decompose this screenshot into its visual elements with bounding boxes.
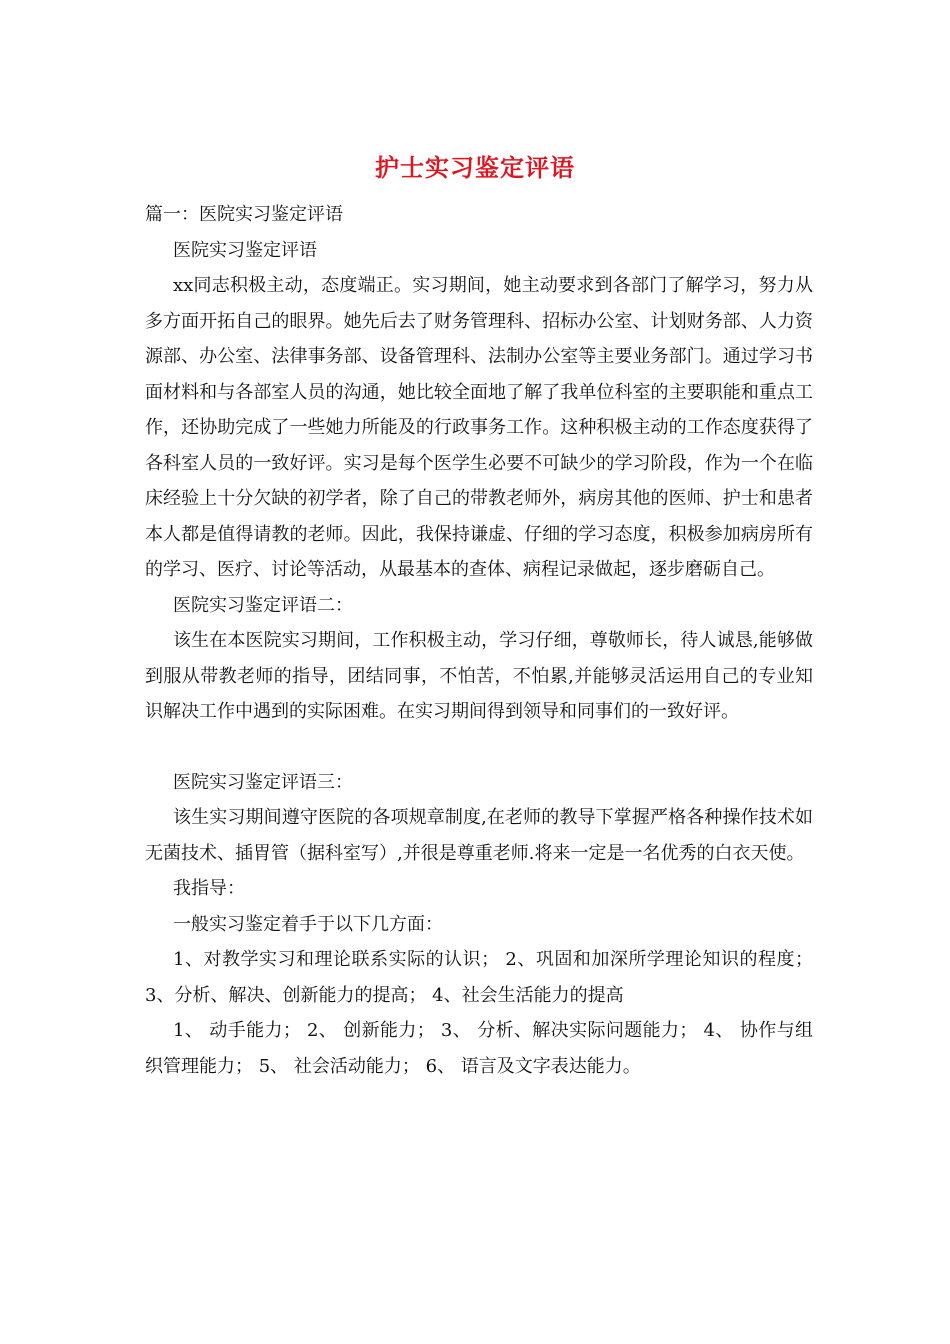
subheading: 医院实习鉴定评语三： <box>173 771 353 793</box>
subheading: 医院实习鉴定评语二： <box>173 594 353 616</box>
paragraph: xx同志积极主动，态度端正。实习期间，她主动要求到各部门了解学习，努力从多方面开拓自己的眼界。她先后去了财务管理科、招标办公室、计划财务部、人力资源部、办公室、法律事务部、设备管理科、法制办公室等主要业务部门。通过学习书面材料和与各部室人员的沟通，她比较全面地了解了我单位科室的主要职能和重点工作，还协助完成了一些她力所能及的行政事务工作。这种积极主动的工作态度获得了各科室人员的一致好评。实习是每个医学生必要不可缺少的学习阶段，作为一个在临床经验上十分欠缺的初学者，除了自己的带教老师外，病房其他的医师、护士和患者本人都是值得请教的老师。因此，我保持谦虚、仔细的学习态度，积极参加病房所有的学习、医疗、讨论等活动，从最基本的查体、病程记录做起，逐步磨砺自己。 <box>145 275 813 580</box>
document-title: 护士实习鉴定评语 <box>375 153 575 182</box>
paragraph: 该生在本医院实习期间，工作积极主动，学习仔细，尊敬师长，待人诚恳,能够做到服从带教老师的指导，团结同事，不怕苦，不怕累,并能够灵活运用自己的专业知识解决工作中遇到的实际困难。在实习期间得到领导和同事们的一致好评。 <box>145 630 813 722</box>
document-body <box>145 197 813 1084</box>
paragraph: 一般实习鉴定着手于以下几方面： <box>173 913 443 935</box>
blank-line <box>145 730 813 765</box>
paragraph: 该生实习期间遵守医院的各项规章制度,在老师的教导下掌握严格各种操作技术如无菌技术、插胃管（据科室写）,并很是尊重老师.将来一定是一名优秀的白衣天使。 <box>145 807 813 864</box>
subheading: 医院实习鉴定评语 <box>173 239 317 261</box>
paragraph: 1、对教学实习和理论联系实际的认识； 2、巩固和加深所学理论知识的程度； 3、分析、解决、创新能力的提高； 4、社会生活能力的提高 <box>145 949 813 1006</box>
paragraph: 我指导： <box>173 878 245 899</box>
paragraph: 1、 动手能力； 2、 创新能力； 3、 分析、解决实际问题能力； 4、 协作与组织管理能力； 5、 社会活动能力； 6、 语言及文字表达能力。 <box>145 1020 813 1077</box>
section-heading: 篇一：医院实习鉴定评语 <box>145 204 343 225</box>
